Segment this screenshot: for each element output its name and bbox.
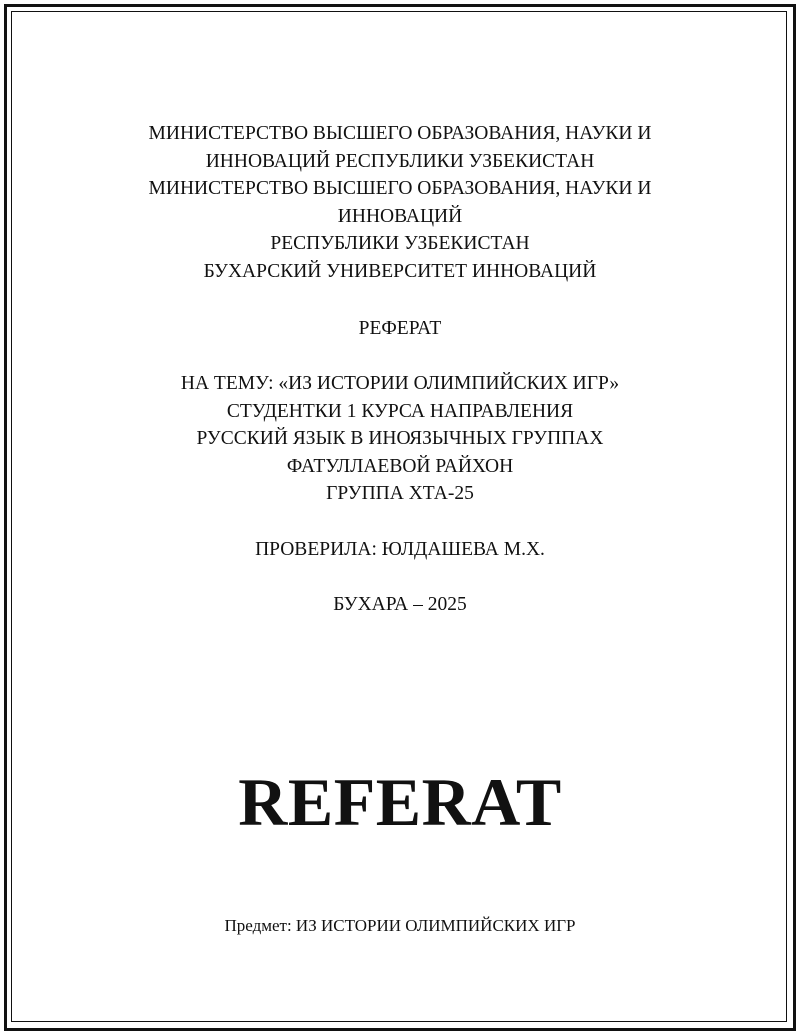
work-type-label: РЕФЕРАТ bbox=[358, 318, 442, 339]
checked-by-section bbox=[0, 536, 800, 564]
student-course-line: СТУДЕНТКИ 1 КУРСА НАПРАВЛЕНИЯ bbox=[226, 400, 574, 422]
header-line: ИННОВАЦИЙ РЕСПУБЛИКИ УЗБЕКИСТАН bbox=[205, 150, 595, 172]
header-line: РЕСПУБЛИКИ УЗБЕКИСТАН bbox=[270, 233, 530, 254]
group-line: ГРУППА ХТА-25 bbox=[326, 483, 474, 504]
city-year-line: БУХАРА – 2025 bbox=[333, 594, 467, 615]
subject-line: Предмет: ИЗ ИСТОРИИ ОЛИМПИЙСКИХ ИГР bbox=[224, 916, 576, 935]
header-line: ИННОВАЦИЙ bbox=[337, 205, 463, 227]
header-line: МИНИСТЕРСТВО ВЫСШЕГО ОБРАЗОВАНИЯ, НАУКИ И bbox=[148, 123, 652, 144]
student-name-line: ФАТУЛЛАЕВОЙ РАЙХОН bbox=[286, 455, 514, 477]
big-title: REFERAT bbox=[238, 764, 562, 840]
ministry-header bbox=[0, 120, 800, 285]
checked-by-line: ПРОВЕРИЛА: ЮЛДАШЕВА М.Х. bbox=[255, 539, 545, 560]
city-year-section bbox=[0, 591, 800, 619]
topic-section bbox=[0, 370, 800, 508]
topic-line: НА ТЕМУ: «ИЗ ИСТОРИИ ОЛИМПИЙСКИХ ИГР» bbox=[180, 373, 620, 394]
header-line: БУХАРСКИЙ УНИВЕРСИТЕТ ИННОВАЦИЙ bbox=[203, 260, 597, 282]
direction-line: РУССКИЙ ЯЗЫК В ИНОЯЗЫЧНЫХ ГРУППАХ bbox=[196, 428, 604, 449]
header-line: МИНИСТЕРСТВО ВЫСШЕГО ОБРАЗОВАНИЯ, НАУКИ И bbox=[148, 178, 652, 199]
work-type-section bbox=[0, 315, 800, 343]
